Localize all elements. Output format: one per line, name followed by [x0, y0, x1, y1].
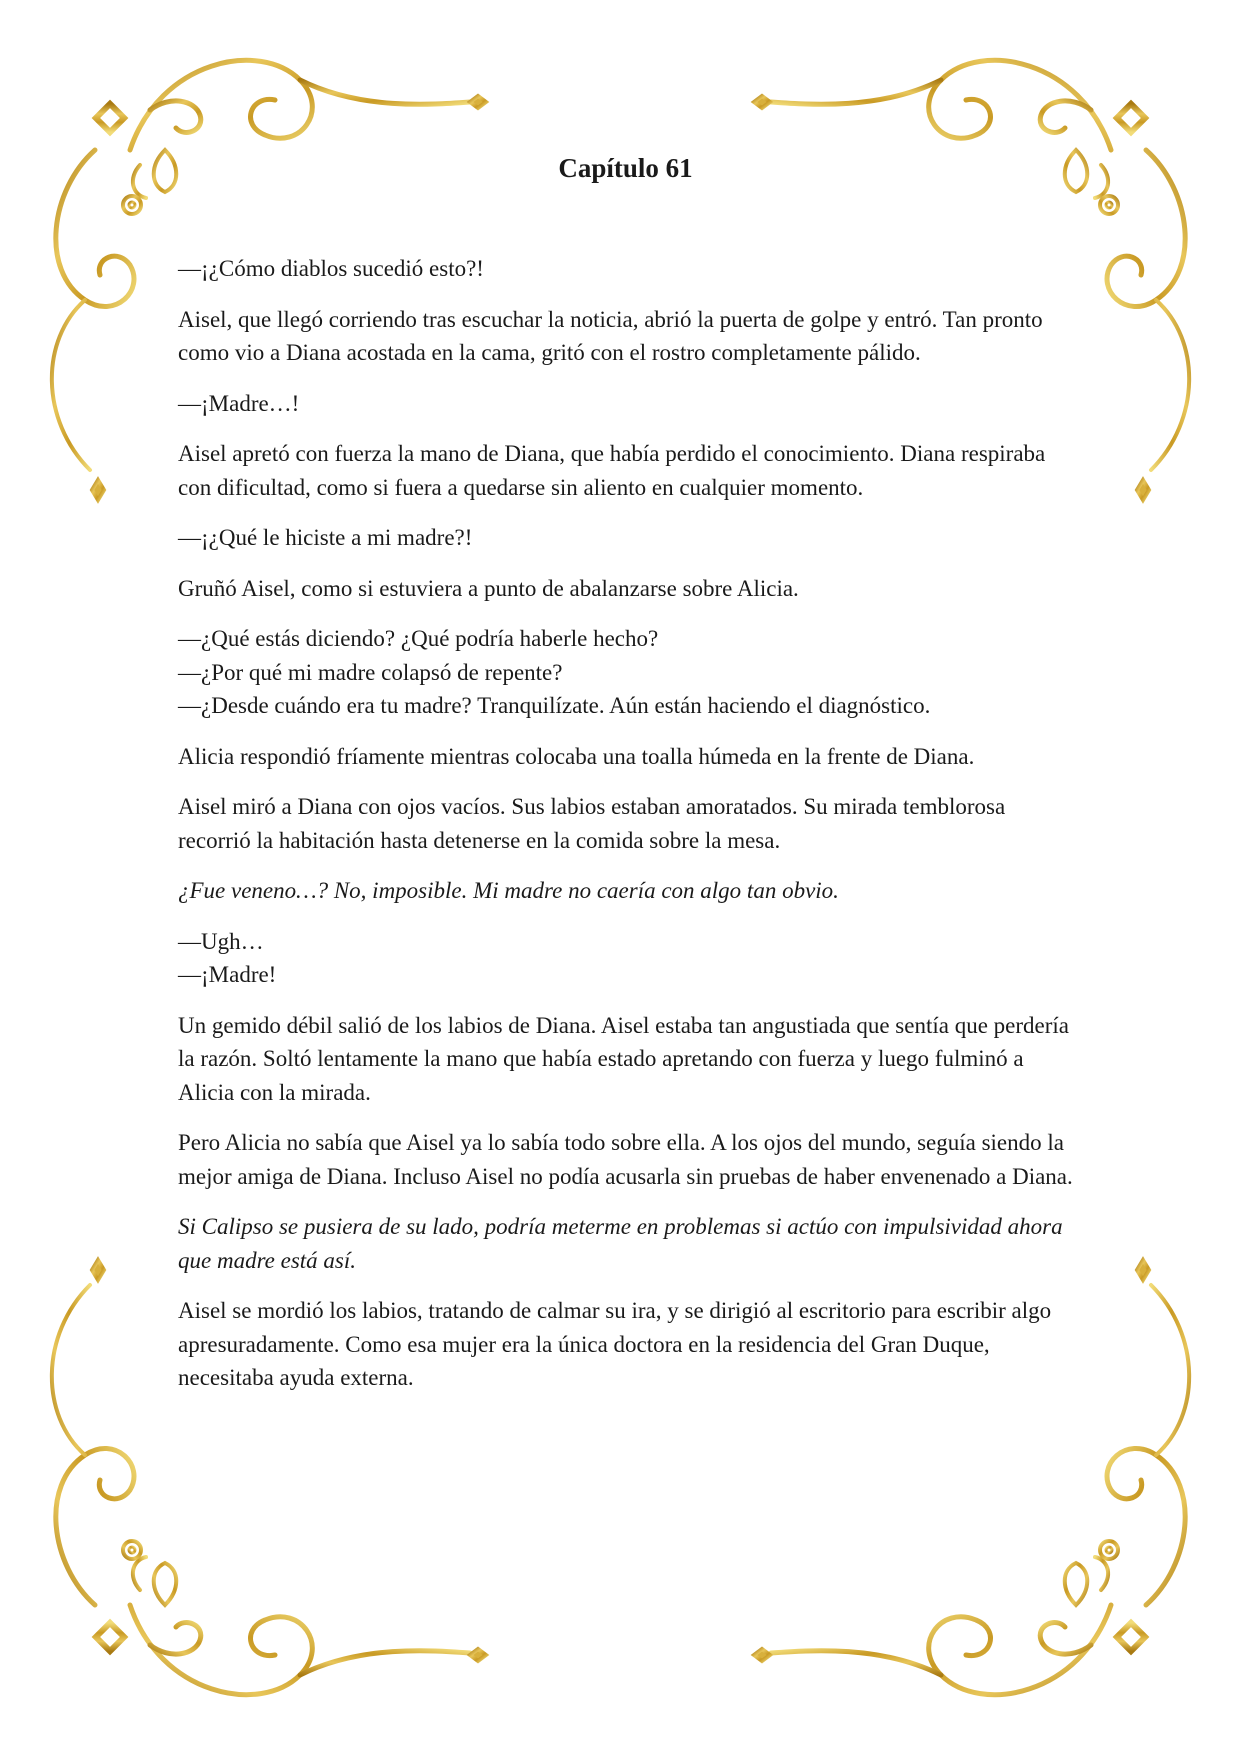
paragraph — [178, 1009, 1073, 1110]
text-line: —¡Madre! — [178, 962, 277, 987]
text-line: Gruñó Aisel, como si estuviera a punto de abalanzarse sobre Alicia. — [178, 575, 799, 601]
text-line: ¿Fue veneno…? No, imposible. Mi madre no caería con algo tan obvio. — [178, 878, 839, 903]
text-line: Aisel miró a Diana con ojos vacíos. Sus labios estaban amoratados. Su mirada temblorosa recorrió la habitación hasta detenerse en la comida sobre la mesa. — [178, 794, 1006, 853]
page-content — [178, 150, 1073, 1412]
text-line: —¿Por qué mi madre colapsó de repente? — [178, 659, 563, 685]
text-line: —Ugh… — [178, 928, 264, 954]
italic-thought-paragraph — [178, 874, 1073, 908]
chapter-body — [178, 252, 1073, 1395]
paragraph — [178, 925, 1073, 992]
text-line: —¿Qué estás diciendo? ¿Qué podría haberle hecho? — [178, 626, 659, 651]
text-line: Aisel apretó con fuerza la mano de Diana, que había perdido el conocimiento. Diana respiraba con dificultad, como si fuera a quedarse sin aliento en cualquier momento. — [178, 441, 1046, 500]
text-line: Pero Alicia no sabía que Aisel ya lo sabía todo sobre ella. A los ojos del mundo, seguía siendo la mejor amiga de Diana. Incluso Aisel no podía acusarla sin pruebas de haber envenenado a Diana. — [178, 1130, 1073, 1189]
text-line: —¡¿Cómo diablos sucedió esto?! — [178, 256, 484, 281]
italic-thought-paragraph — [178, 1210, 1073, 1277]
paragraph — [178, 521, 1073, 555]
text-line: Si Calipso se pusiera de su lado, podría meterme en problemas si actúo con impulsividad ahora que madre está así. — [178, 1214, 1063, 1273]
paragraph — [178, 1294, 1073, 1395]
text-line: Aisel se mordió los labios, tratando de calmar su ira, y se dirigió al escritorio para escribir algo apresuradamente. Como esa mujer era la única doctora en la residencia del Gran Duque, necesitaba ayuda externa. — [178, 1298, 1052, 1390]
paragraph — [178, 1126, 1073, 1193]
text-line: —¿Desde cuándo era tu madre? Tranquilízate. Aún están haciendo el diagnóstico. — [178, 693, 931, 718]
paragraph — [178, 572, 1073, 606]
text-line: —¡¿Qué le hiciste a mi madre?! — [178, 525, 473, 550]
paragraph — [178, 740, 1073, 774]
text-line: —¡Madre…! — [178, 390, 300, 416]
paragraph — [178, 252, 1073, 286]
paragraph — [178, 303, 1073, 370]
paragraph — [178, 437, 1073, 504]
text-line: Un gemido débil salió de los labios de Diana. Aisel estaba tan angustiada que sentía que perdería la razón. Soltó lentamente la mano que había estado apretando con fuerza y luego fulminó a Alicia con la mirada. — [178, 1012, 1069, 1105]
paragraph — [178, 387, 1073, 421]
paragraph — [178, 622, 1073, 723]
chapter-title: Capítulo 61 — [558, 153, 693, 183]
text-line: Alicia respondió fríamente mientras colocaba una toalla húmeda en la frente de Diana. — [178, 743, 975, 769]
text-line: Aisel, que llegó corriendo tras escuchar la noticia, abrió la puerta de golpe y entró. Tan pronto como vio a Diana acostada en la cama, gritó con el rostro completamente pálido. — [178, 306, 1043, 365]
paragraph — [178, 790, 1073, 857]
